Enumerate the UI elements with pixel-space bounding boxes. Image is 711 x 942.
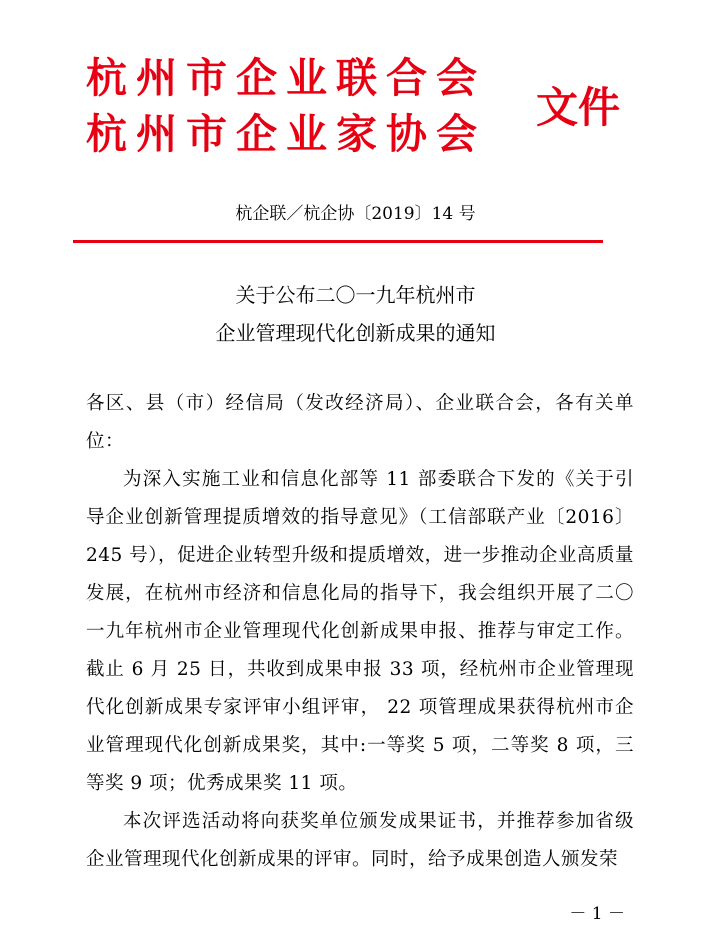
red-divider-line: [73, 240, 603, 243]
issuer-name-line2: 杭州市企业家协会: [86, 110, 486, 158]
salutation: 各区、县（市）经信局（发改经济局）、企业联合会，各有关单位：: [86, 393, 634, 452]
document-type-label: 文件: [536, 83, 621, 132]
document-body: [86, 385, 634, 879]
page-number: － 1 －: [569, 904, 625, 924]
document-number: 杭企联／杭企协〔2019〕14 号: [235, 204, 476, 224]
notice-title-line1: 关于公布二〇一九年杭州市: [235, 283, 476, 307]
body-paragraph-1: 为深入实施工业和信息化部等 11 部委联合下发的《关于引导企业创新管理提质增效的指导意见》（工信部联产业〔2016〕245 号），促进企业转型升级和提质增效，进一步推动企业高质量发展，在杭州市经济和信息化局的指导下，我会组织开展了二〇一九年杭州市企业管理现代化创新成果申报、推荐与审定工作。截止 6 月 25 日，共收到成果申报 33 项，经杭州市企业管理现代化创新成果专家评审小组评审， 22 项管理成果获得杭州市企业管理现代化创新成果奖，其中:一等奖 5 项，二等奖 8 项，三等奖 9 项；优秀成果奖 11 项。: [86, 469, 634, 794]
issuer-name-line1: 杭州市企业联合会: [86, 54, 486, 102]
notice-title: [0, 276, 711, 352]
body-paragraph-2: 本次评选活动将向获奖单位颁发成果证书，并推荐参加省级企业管理现代化创新成果的评审。同时，给予成果创造人颁发荣: [86, 811, 634, 870]
notice-title-line2: 企业管理现代化创新成果的通知: [215, 321, 496, 345]
document-header: [86, 50, 486, 162]
